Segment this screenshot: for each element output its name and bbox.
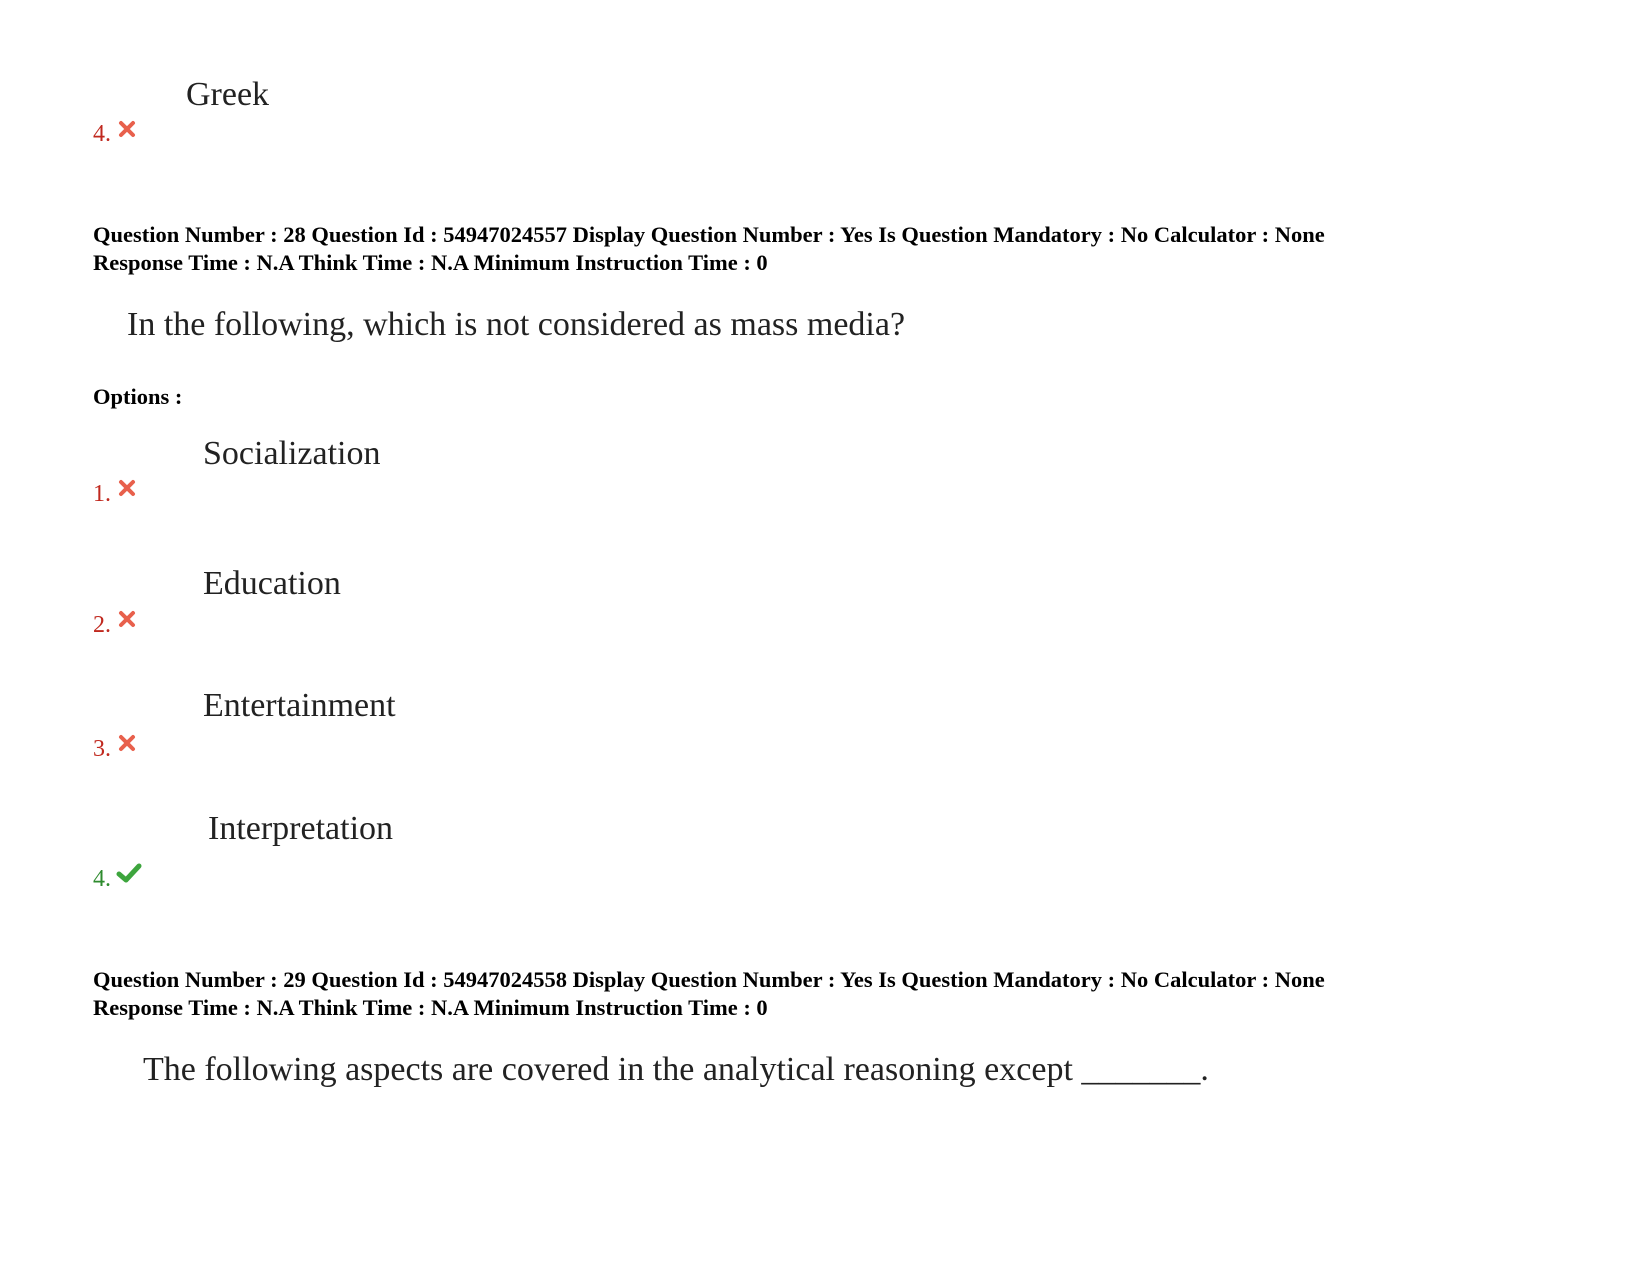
- option-number: 3.: [93, 736, 111, 762]
- option-number: 4.: [93, 121, 111, 147]
- question-meta-line-1: Question Number : 28 Question Id : 54947024557 Display Question Number : Yes Is Question Mandatory : No Calculator : None: [93, 222, 1325, 247]
- question-meta-line-2: Response Time : N.A Think Time : N.A Minimum Instruction Time : 0: [93, 995, 768, 1020]
- option-text: Entertainment: [203, 687, 396, 724]
- question-meta-line-2: Response Time : N.A Think Time : N.A Minimum Instruction Time : 0: [93, 250, 768, 275]
- option-text: Greek: [186, 76, 270, 113]
- cross-mark-icon: [118, 610, 138, 630]
- question-text: The following aspects are covered in the analytical reasoning except _______.: [143, 1051, 1209, 1088]
- question-meta-line-1: Question Number : 29 Question Id : 54947024558 Display Question Number : Yes Is Question Mandatory : No Calculator : None: [93, 967, 1325, 992]
- option-text: Interpretation: [208, 810, 394, 847]
- question-meta: [93, 966, 1325, 1022]
- cross-mark-icon: [118, 479, 138, 499]
- option-number: 2.: [93, 612, 111, 638]
- question-text: In the following, which is not considered as mass media?: [127, 306, 906, 343]
- options-label: Options :: [93, 384, 183, 409]
- cross-mark-icon: [118, 734, 138, 754]
- option-number: 1.: [93, 481, 111, 507]
- option-text: Socialization: [203, 435, 381, 472]
- option-text: Education: [203, 565, 341, 602]
- question-meta: [93, 221, 1325, 277]
- option-number: 4.: [93, 866, 111, 892]
- cross-mark-icon: [118, 120, 138, 140]
- check-mark-icon: [116, 862, 142, 882]
